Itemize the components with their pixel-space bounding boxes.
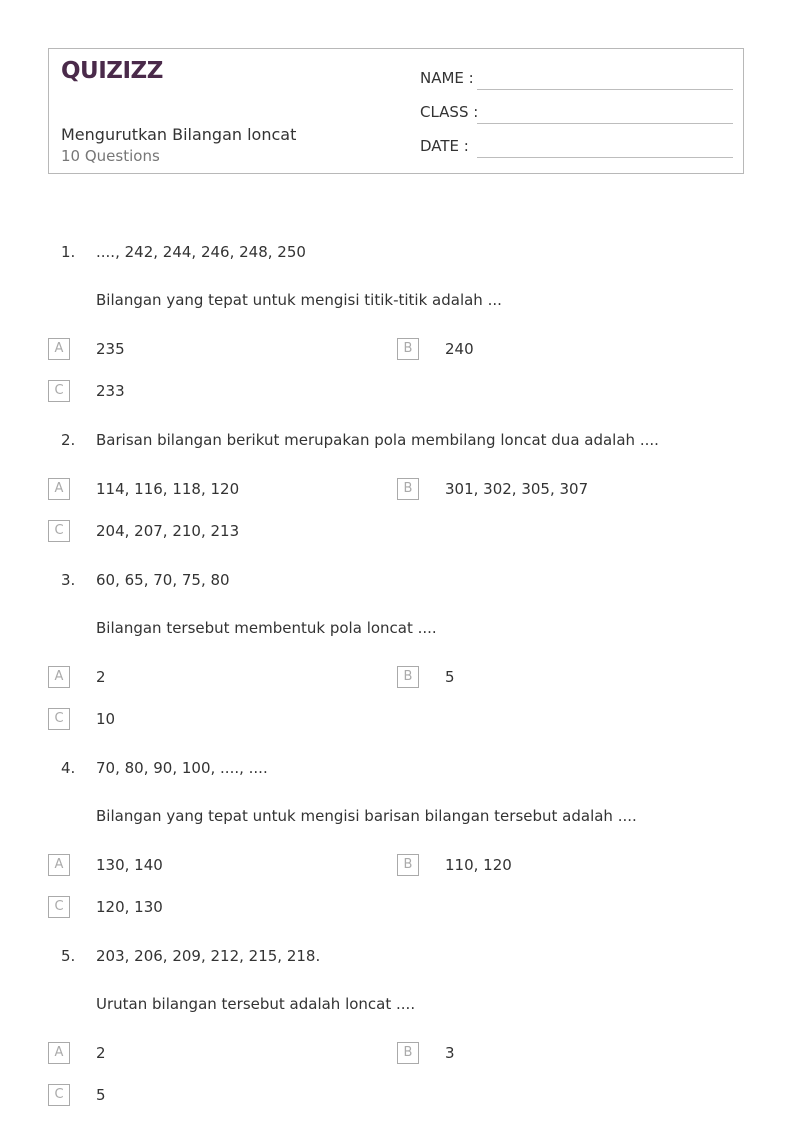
option-text: 10 xyxy=(96,710,116,728)
option-text: 3 xyxy=(445,1044,455,1062)
option-text: 240 xyxy=(445,340,474,358)
option-text: 204, 207, 210, 213 xyxy=(96,522,240,540)
option-letter-box: C xyxy=(48,896,70,918)
option-letter-box: A xyxy=(48,338,70,360)
date-label: DATE : xyxy=(420,137,469,155)
question-subtext: Urutan bilangan tersebut adalah loncat .... xyxy=(96,995,416,1013)
quizizz-logo: QUIZIZZ xyxy=(61,58,163,84)
worksheet-header xyxy=(48,48,744,174)
question-text: ...., 242, 244, 246, 248, 250 xyxy=(96,243,306,261)
question-subtext: Bilangan yang tepat untuk mengisi barisan bilangan tersebut adalah .... xyxy=(96,807,637,825)
class-line xyxy=(477,123,733,124)
option-letter-box: B xyxy=(397,854,419,876)
option-text: 114, 116, 118, 120 xyxy=(96,480,240,498)
option-text: 120, 130 xyxy=(96,898,163,916)
question-number: 2. xyxy=(61,431,76,449)
option-letter-box: C xyxy=(48,380,70,402)
option-text: 130, 140 xyxy=(96,856,163,874)
question-text: Barisan bilangan berikut merupakan pola membilang loncat dua adalah .... xyxy=(96,431,659,449)
name-line xyxy=(477,89,733,90)
date-line xyxy=(477,157,733,158)
option-text: 2 xyxy=(96,1044,106,1062)
class-label: CLASS : xyxy=(420,103,479,121)
option-letter-box: B xyxy=(397,478,419,500)
option-text: 5 xyxy=(96,1086,106,1104)
option-letter-box: C xyxy=(48,708,70,730)
option-letter-box: B xyxy=(397,666,419,688)
question-subtext: Bilangan tersebut membentuk pola loncat .... xyxy=(96,619,437,637)
question-text: 60, 65, 70, 75, 80 xyxy=(96,571,230,589)
option-letter-box: A xyxy=(48,854,70,876)
worksheet-title: Mengurutkan Bilangan loncat xyxy=(61,125,297,144)
option-text: 301, 302, 305, 307 xyxy=(445,480,589,498)
question-text: 70, 80, 90, 100, ...., .... xyxy=(96,759,268,777)
question-number: 3. xyxy=(61,571,76,589)
question-text: 203, 206, 209, 212, 215, 218. xyxy=(96,947,321,965)
question-subtext: Bilangan yang tepat untuk mengisi titik-titik adalah ... xyxy=(96,291,502,309)
option-text: 5 xyxy=(445,668,455,686)
option-text: 233 xyxy=(96,382,125,400)
question-count: 10 Questions xyxy=(61,147,160,165)
question-number: 1. xyxy=(61,243,76,261)
option-text: 2 xyxy=(96,668,106,686)
option-letter-box: C xyxy=(48,520,70,542)
option-letter-box: B xyxy=(397,338,419,360)
name-label: NAME : xyxy=(420,69,474,87)
question-number: 4. xyxy=(61,759,76,777)
option-letter-box: B xyxy=(397,1042,419,1064)
option-text: 235 xyxy=(96,340,125,358)
question-number: 5. xyxy=(61,947,76,965)
option-letter-box: A xyxy=(48,666,70,688)
option-letter-box: A xyxy=(48,478,70,500)
option-text: 110, 120 xyxy=(445,856,512,874)
option-letter-box: C xyxy=(48,1084,70,1106)
option-letter-box: A xyxy=(48,1042,70,1064)
